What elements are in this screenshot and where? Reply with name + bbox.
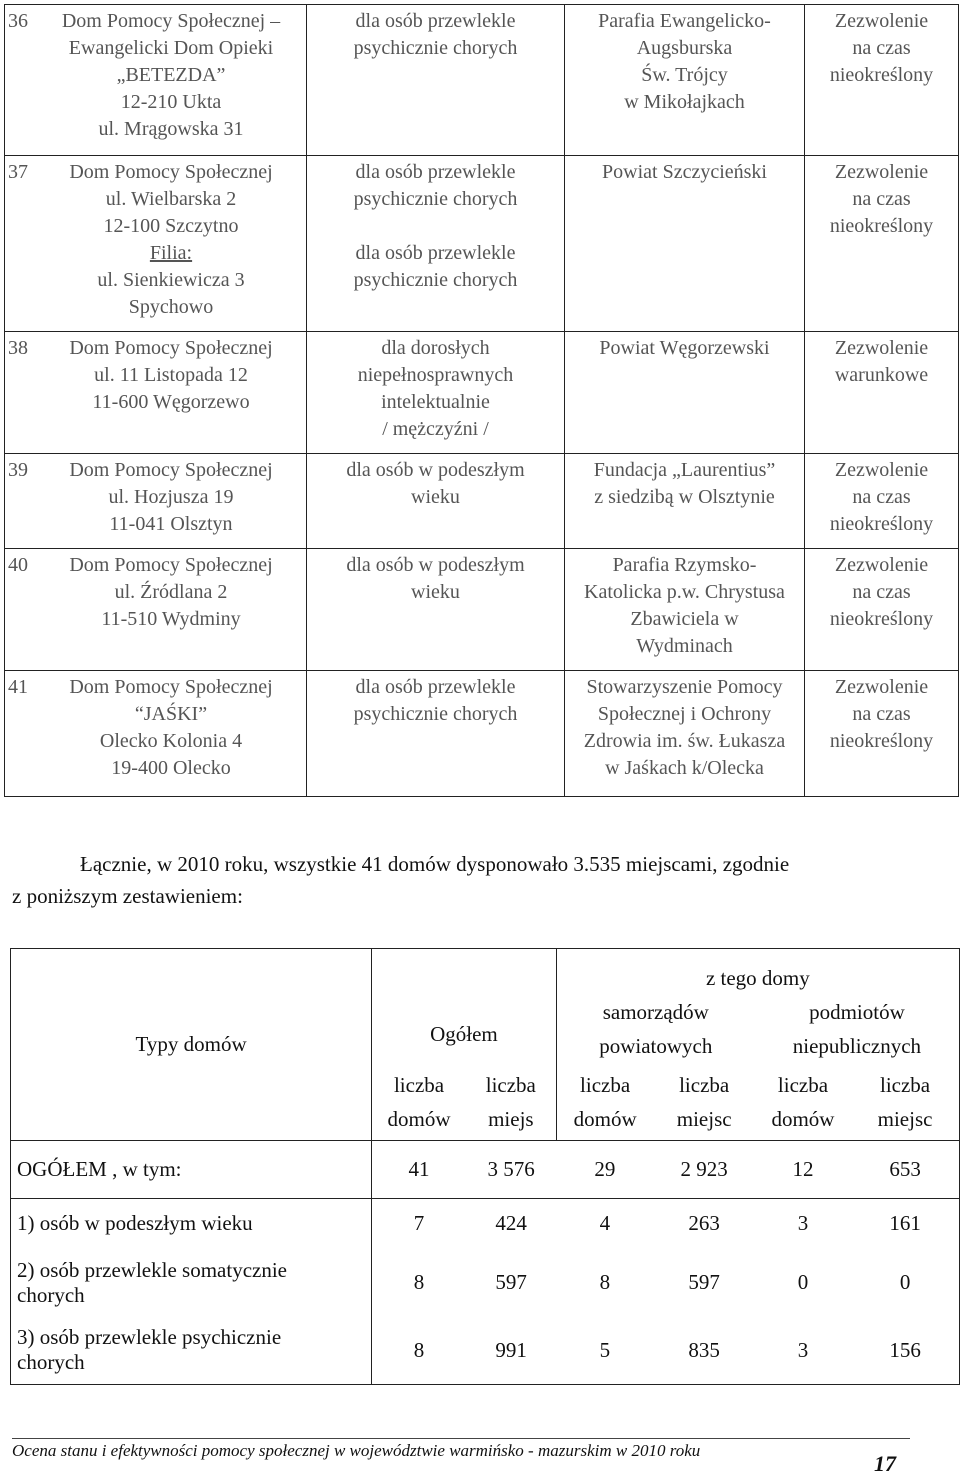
operator-line: Parafia Rzymsko- — [612, 554, 757, 576]
header-private-line-1: podmiotów — [809, 999, 905, 1024]
permit-line: Zezwolenie — [834, 10, 929, 32]
header-private — [755, 993, 960, 1065]
header-county — [556, 993, 755, 1065]
permit-line: nieokreślony — [829, 608, 934, 630]
summary-value: 7 — [372, 1199, 466, 1249]
summary-value: 263 — [688, 1211, 720, 1236]
header-count-line-2: domów — [387, 1107, 451, 1132]
home-name-line: Dom Pomocy Społecznej — [69, 459, 273, 481]
home-name-line: 12-210 Ukta — [120, 91, 222, 113]
home-type-line: / mężczyźni / — [382, 418, 489, 440]
home-type-line: wieku — [411, 486, 460, 508]
home-name-line: Dom Pomocy Społecznej — [69, 676, 273, 698]
operator-line: Zdrowia im. św. Łukasza — [583, 730, 786, 752]
summary-row-label-line: 1) osób w podeszłym wieku — [17, 1211, 253, 1236]
summary-value: 2 923 — [654, 1141, 755, 1199]
home-name-cell — [5, 332, 307, 454]
summary-row-label-line: 3) osób przewlekle psychicznie — [17, 1325, 282, 1350]
home-type-cell — [307, 332, 565, 454]
home-name-line: ul. Źródlana 2 — [114, 581, 228, 603]
operator-line: Stowarzyszenie Pomocy — [586, 676, 783, 698]
row-number: 41 — [8, 676, 28, 698]
operator-line: z siedzibą w Olsztynie — [594, 486, 775, 508]
home-name-line: ul. Sienkiewicza 3 — [97, 269, 245, 291]
permit-line: Zezwolenie — [834, 554, 929, 576]
header-of-which-label: z tego domy — [705, 965, 810, 990]
summary-paragraph — [12, 848, 957, 912]
home-name-line: Dom Pomocy Społecznej — [69, 337, 273, 359]
operator-line: Św. Trójcy — [641, 64, 728, 86]
summary-row-label-line: chorych — [17, 1350, 85, 1375]
summary-value: 29 — [556, 1141, 653, 1199]
summary-value: 424 — [495, 1211, 527, 1236]
footer-rule — [12, 1438, 910, 1439]
operator-line: Społecznej i Ochrony — [597, 703, 772, 725]
permit-line: na czas — [852, 486, 911, 508]
spacer — [311, 213, 560, 240]
operator-cell — [565, 332, 805, 454]
summary-row-label-line: chorych — [17, 1282, 85, 1307]
permit-line: nieokreślony — [829, 730, 934, 752]
home-name-line: ul. 11 Listopada 12 — [94, 364, 248, 386]
summary-value: 835 — [654, 1317, 755, 1385]
header-places-line-1: liczba — [879, 1073, 931, 1098]
home-name-cell — [5, 5, 307, 156]
care-home-row — [5, 454, 959, 549]
row-number: 36 — [8, 10, 28, 32]
summary-row — [11, 1199, 960, 1249]
permit-cell — [805, 549, 959, 671]
operator-line: w Mikołajkach — [624, 91, 745, 113]
care-home-row — [5, 156, 959, 332]
header-count-line-1: liczba — [580, 1073, 631, 1098]
home-name-line: ul. Mrągowska 31 — [98, 118, 244, 140]
operator-cell — [565, 671, 805, 797]
summary-value: 156 — [851, 1317, 959, 1385]
home-type-line: psychicznie chorych — [353, 269, 518, 291]
header-total-label: Ogółem — [430, 1021, 498, 1046]
permit-line: Zezwolenie — [834, 459, 929, 481]
page-number: 17 — [874, 1451, 896, 1476]
permit-cell — [805, 156, 959, 332]
operator-line: Katolicka p.w. Chrystusa — [584, 581, 785, 603]
home-name-line: Dom Pomocy Społecznej – — [61, 10, 281, 32]
operator-line: w Jaśkach k/Olecka — [605, 757, 764, 779]
summary-value: 5 — [556, 1317, 653, 1385]
home-name — [40, 159, 302, 321]
home-name-cell — [5, 156, 307, 332]
summary-row-label-line: 2) osób przewlekle somatycznie — [17, 1257, 287, 1282]
header-total-count — [372, 1065, 466, 1141]
permit-line: Zezwolenie — [834, 161, 929, 183]
home-name-line — [40, 240, 302, 267]
home-type-line: dla dorosłych — [381, 337, 490, 359]
summary-value: 0 — [851, 1249, 959, 1317]
summary-row-label — [11, 1141, 372, 1199]
home-name — [40, 674, 302, 782]
care-homes-table — [4, 4, 959, 797]
home-name-line: 12-100 Szczytno — [103, 215, 239, 237]
permit-line: warunkowe — [834, 364, 929, 386]
home-name-line: 11-041 Olsztyn — [109, 513, 233, 535]
summary-value: 41 — [372, 1141, 466, 1199]
home-name-line: Dom Pomocy Społecznej — [69, 554, 273, 576]
summary-row — [11, 1249, 960, 1317]
home-type-cell — [307, 671, 565, 797]
operator-cell — [565, 5, 805, 156]
permit-line: Zezwolenie — [834, 337, 929, 359]
home-type-line: dla osób przewlekle — [355, 242, 516, 264]
header-places-total-line-1: liczba — [485, 1073, 536, 1098]
row-number: 40 — [8, 554, 28, 576]
header-places-total-line-2: miejs — [488, 1107, 534, 1132]
summary-row-label — [11, 1249, 372, 1317]
row-number: 37 — [8, 161, 28, 183]
care-home-row — [5, 5, 959, 156]
header-total-places — [466, 1065, 556, 1141]
home-type-line: dla osób przewlekle — [355, 10, 516, 32]
permit-line: nieokreślony — [829, 513, 934, 535]
home-name-line: 19-400 Olecko — [111, 757, 231, 779]
summary-value: 8 — [599, 1270, 611, 1294]
header-of-which — [556, 949, 959, 993]
header-private-line-2: niepublicznych — [792, 1033, 922, 1058]
permit-line: nieokreślony — [829, 64, 934, 86]
summary-value: 8 — [372, 1249, 466, 1317]
branch-label: Filia: — [149, 242, 193, 264]
capacity-summary-rows — [11, 1141, 960, 1385]
summary-value: 0 — [797, 1270, 809, 1294]
summary-row — [11, 1317, 960, 1385]
home-type-line: dla osób przewlekle — [355, 161, 516, 183]
home-type-line: psychicznie chorych — [353, 703, 518, 725]
operator-cell — [565, 549, 805, 671]
home-name — [40, 335, 302, 416]
home-name-line: “JAŚKI” — [134, 703, 208, 725]
summary-line-1: Łącznie, w 2010 roku, wszystkie 41 domów dysponowało 3.535 miejscami, zgodnie — [80, 852, 790, 876]
header-total — [372, 949, 557, 1065]
home-name-line: 11-600 Węgorzewo — [92, 391, 250, 413]
home-name — [40, 457, 302, 538]
summary-value: 12 — [755, 1141, 851, 1199]
home-name-line: 11-510 Wydminy — [101, 608, 241, 630]
home-type-cell — [307, 454, 565, 549]
summary-value: 597 — [495, 1270, 527, 1294]
home-type-line: dla osób w podeszłym — [346, 459, 525, 481]
permit-line: na czas — [852, 37, 911, 59]
header-county-line-2: powiatowych — [599, 1033, 713, 1058]
operator-line: Parafia Ewangelicko- — [598, 10, 771, 32]
header-count-line-2: domów — [771, 1107, 835, 1132]
home-type-line: intelektualnie — [381, 391, 490, 413]
permit-line: na czas — [852, 703, 911, 725]
summary-value: 161 — [851, 1199, 959, 1249]
home-name-line: Dom Pomocy Społecznej — [69, 161, 273, 183]
home-name-cell — [5, 671, 307, 797]
summary-value: 3 — [797, 1211, 809, 1236]
footer-text: Ocena stanu i efektywności pomocy społecznej w województwie warmińsko - mazurskim w 2010 roku — [12, 1441, 701, 1460]
header-count-line-2: domów — [573, 1107, 637, 1132]
home-type-line: niepełnosprawnych — [357, 364, 514, 386]
home-type-line: wieku — [411, 581, 460, 603]
header-places-line-1: liczba — [679, 1073, 730, 1098]
summary-value: 653 — [851, 1141, 959, 1199]
permit-cell — [805, 671, 959, 797]
summary-value: 3 — [755, 1317, 851, 1385]
permit-cell — [805, 5, 959, 156]
care-homes-table-body — [5, 5, 959, 797]
home-type-line: psychicznie chorych — [353, 37, 518, 59]
permit-cell — [805, 454, 959, 549]
header-places-line-2: miejsc — [877, 1107, 933, 1132]
home-name-cell — [5, 454, 307, 549]
summary-value: 991 — [466, 1317, 556, 1385]
home-name — [40, 8, 302, 143]
home-name-line: ul. Wielbarska 2 — [105, 188, 237, 210]
header-types-label: Typy domów — [135, 1032, 247, 1056]
operator-line: Zbawiciela w — [630, 608, 739, 630]
permit-line: na czas — [852, 188, 911, 210]
header-county-count — [556, 1065, 653, 1141]
permit-line: Zezwolenie — [834, 676, 929, 698]
header-places-line-2: miejsc — [676, 1107, 732, 1132]
header-county-line-1: samorządów — [602, 999, 709, 1024]
permit-cell — [805, 332, 959, 454]
permit-line: na czas — [852, 581, 911, 603]
header-count-line-1: liczba — [777, 1073, 829, 1098]
home-name-cell — [5, 549, 307, 671]
home-type-line: dla osób w podeszłym — [346, 554, 525, 576]
home-name-line: Spychowo — [128, 296, 214, 318]
operator-line: Powiat Szczycieński — [602, 161, 767, 183]
home-name-line: Olecko Kolonia 4 — [99, 730, 243, 752]
operator-cell — [565, 454, 805, 549]
header-private-count — [755, 1065, 851, 1141]
summary-value: 3 576 — [466, 1141, 556, 1199]
header-count-line-1: liczba — [393, 1073, 445, 1098]
capacity-summary-table — [10, 948, 960, 1385]
permit-line: nieokreślony — [829, 215, 934, 237]
operator-line: Augsburska — [636, 37, 733, 59]
home-name-line: „BETEZDA” — [116, 64, 226, 86]
home-name-line: ul. Hozjusza 19 — [108, 486, 234, 508]
summary-row — [11, 1141, 960, 1199]
row-number: 38 — [8, 337, 28, 359]
summary-line-2: z poniższym zestawieniem: — [12, 884, 243, 908]
summary-value: 597 — [688, 1270, 720, 1294]
home-name-line: Ewangelicki Dom Opieki — [68, 37, 274, 59]
care-home-row — [5, 549, 959, 671]
home-type-line: dla osób przewlekle — [355, 676, 516, 698]
operator-line: Powiat Węgorzewski — [599, 337, 770, 359]
summary-row-label-line: OGÓŁEM , w tym: — [17, 1157, 182, 1181]
home-name — [40, 552, 302, 633]
summary-value: 4 — [599, 1211, 611, 1236]
home-type-cell — [307, 156, 565, 332]
summary-row-label — [11, 1199, 372, 1249]
home-type-line: psychicznie chorych — [353, 188, 518, 210]
summary-value: 8 — [372, 1317, 466, 1385]
care-home-row — [5, 671, 959, 797]
header-private-places — [851, 1065, 959, 1141]
header-county-places — [654, 1065, 755, 1141]
header-types — [11, 949, 372, 1141]
operator-line: Fundacja „Laurentius” — [593, 459, 776, 481]
row-number: 39 — [8, 459, 28, 481]
home-type-cell — [307, 5, 565, 156]
home-type-cell — [307, 549, 565, 671]
operator-line: Wydminach — [636, 635, 733, 657]
summary-row-label — [11, 1317, 372, 1385]
operator-cell — [565, 156, 805, 332]
care-home-row — [5, 332, 959, 454]
